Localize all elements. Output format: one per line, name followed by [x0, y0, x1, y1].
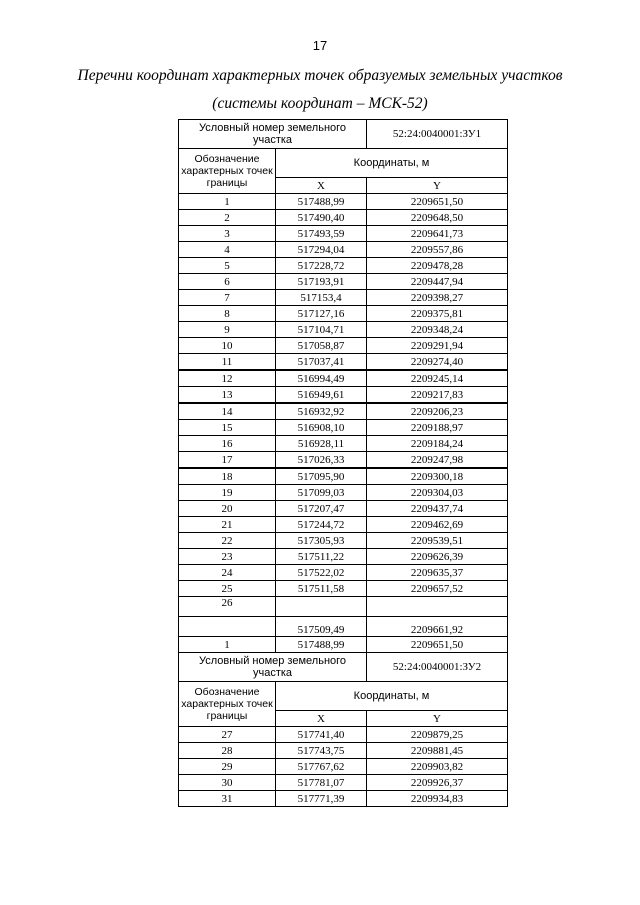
- table-row: [179, 322, 508, 338]
- y-coordinate: 2209661,92: [367, 617, 508, 637]
- table-row: [179, 290, 508, 306]
- y-coordinate: 2209348,24: [367, 322, 508, 338]
- point-number: 12: [179, 370, 276, 387]
- table-row: [179, 597, 508, 617]
- y-coordinate: 2209903,82: [367, 759, 508, 775]
- y-coordinate: 2209274,40: [367, 354, 508, 371]
- point-number: 23: [179, 549, 276, 565]
- point-number: 5: [179, 258, 276, 274]
- y-coordinate: 2209184,24: [367, 436, 508, 452]
- y-coordinate: 2209934,83: [367, 791, 508, 807]
- y-coordinate: 2209304,03: [367, 485, 508, 501]
- y-coordinate: 2209648,50: [367, 210, 508, 226]
- point-number: 15: [179, 420, 276, 436]
- document-title: Перечни координат характерных точек образуемых земельных участков: [77, 67, 563, 84]
- point-number: 9: [179, 322, 276, 338]
- y-header: Y: [367, 711, 508, 727]
- y-coordinate: 2209635,37: [367, 565, 508, 581]
- point-number: 26: [179, 597, 276, 617]
- x-header: X: [276, 711, 367, 727]
- x-coordinate: 516932,92: [276, 403, 367, 420]
- y-coordinate: 2209881,45: [367, 743, 508, 759]
- x-coordinate: 517743,75: [276, 743, 367, 759]
- x-coordinate: 517127,16: [276, 306, 367, 322]
- x-header: X: [276, 178, 367, 194]
- point-number: 4: [179, 242, 276, 258]
- point-number: 1: [179, 194, 276, 210]
- y-coordinate: 2209557,86: [367, 242, 508, 258]
- x-coordinate: 517511,22: [276, 549, 367, 565]
- y-coordinate: 2209539,51: [367, 533, 508, 549]
- point-number: 21: [179, 517, 276, 533]
- point-number: 6: [179, 274, 276, 290]
- parcel-number: 52:24:0040001:ЗУ1: [367, 120, 508, 149]
- y-coordinate: 2209641,73: [367, 226, 508, 242]
- point-number: [179, 617, 276, 637]
- x-coordinate: 517207,47: [276, 501, 367, 517]
- designation-header: Обозначение характерных точек границы: [179, 682, 276, 727]
- point-number: 22: [179, 533, 276, 549]
- table-row: [179, 306, 508, 322]
- point-number: 8: [179, 306, 276, 322]
- y-coordinate: 2209247,98: [367, 452, 508, 469]
- x-coordinate: 516928,11: [276, 436, 367, 452]
- x-coordinate: 516949,61: [276, 387, 367, 404]
- table-row: [179, 759, 508, 775]
- parcel-number: 52:24:0040001:ЗУ2: [367, 653, 508, 682]
- page-number: 17: [312, 38, 328, 53]
- parcel-label: Условный номер земельного участка: [179, 120, 367, 149]
- point-number: 24: [179, 565, 276, 581]
- x-coordinate: 517026,33: [276, 452, 367, 469]
- x-coordinate: 517228,72: [276, 258, 367, 274]
- table-row: [179, 549, 508, 565]
- point-number: 13: [179, 387, 276, 404]
- document-subtitle: (системы координат – МСК-52): [212, 95, 428, 112]
- x-coordinate: 517509,49: [276, 617, 367, 637]
- point-number: 30: [179, 775, 276, 791]
- x-coordinate: 517104,71: [276, 322, 367, 338]
- x-coordinate: 517095,90: [276, 468, 367, 485]
- y-coordinate: [367, 597, 508, 617]
- point-number: 20: [179, 501, 276, 517]
- column-header-row: [179, 149, 508, 178]
- point-number: 3: [179, 226, 276, 242]
- point-number: 31: [179, 791, 276, 807]
- table-row: [179, 274, 508, 290]
- y-coordinate: 2209447,94: [367, 274, 508, 290]
- point-number: 29: [179, 759, 276, 775]
- y-coordinate: 2209657,52: [367, 581, 508, 597]
- y-coordinate: 2209375,81: [367, 306, 508, 322]
- coordinates-table: [178, 119, 508, 807]
- y-coordinate: 2209398,27: [367, 290, 508, 306]
- x-coordinate: 517488,99: [276, 194, 367, 210]
- parcel-label: Условный номер земельного участка: [179, 653, 367, 682]
- x-coordinate: 517522,02: [276, 565, 367, 581]
- point-number: 10: [179, 338, 276, 354]
- parcel-number-row: [179, 120, 508, 149]
- point-number: 1: [179, 637, 276, 653]
- x-coordinate: [276, 597, 367, 617]
- point-number: 27: [179, 727, 276, 743]
- table-row: [179, 452, 508, 469]
- table-row: [179, 194, 508, 210]
- table-row: [179, 637, 508, 653]
- x-coordinate: 516994,49: [276, 370, 367, 387]
- y-header: Y: [367, 178, 508, 194]
- point-number: 25: [179, 581, 276, 597]
- y-coordinate: 2209300,18: [367, 468, 508, 485]
- point-number: 2: [179, 210, 276, 226]
- y-coordinate: 2209217,83: [367, 387, 508, 404]
- y-coordinate: 2209879,25: [367, 727, 508, 743]
- x-coordinate: 517488,99: [276, 637, 367, 653]
- point-number: 19: [179, 485, 276, 501]
- y-coordinate: 2209206,23: [367, 403, 508, 420]
- x-coordinate: 517741,40: [276, 727, 367, 743]
- y-coordinate: 2209245,14: [367, 370, 508, 387]
- x-coordinate: 517490,40: [276, 210, 367, 226]
- table-row: [179, 403, 508, 420]
- y-coordinate: 2209651,50: [367, 194, 508, 210]
- table-row: [179, 775, 508, 791]
- table-row: [179, 617, 508, 637]
- table-row: [179, 501, 508, 517]
- table-row: [179, 485, 508, 501]
- table-row: [179, 370, 508, 387]
- x-coordinate: 517305,93: [276, 533, 367, 549]
- point-number: 7: [179, 290, 276, 306]
- table-row: [179, 226, 508, 242]
- column-header-row: [179, 682, 508, 711]
- x-coordinate: 517058,87: [276, 338, 367, 354]
- point-number: 14: [179, 403, 276, 420]
- table-row: [179, 258, 508, 274]
- x-coordinate: 517037,41: [276, 354, 367, 371]
- table-row: [179, 387, 508, 404]
- table-row: [179, 533, 508, 549]
- table-row: [179, 581, 508, 597]
- x-coordinate: 517099,03: [276, 485, 367, 501]
- table-row: [179, 420, 508, 436]
- y-coordinate: 2209291,94: [367, 338, 508, 354]
- y-coordinate: 2209462,69: [367, 517, 508, 533]
- point-number: 18: [179, 468, 276, 485]
- point-number: 11: [179, 354, 276, 371]
- x-coordinate: 516908,10: [276, 420, 367, 436]
- y-coordinate: 2209188,97: [367, 420, 508, 436]
- x-coordinate: 517193,91: [276, 274, 367, 290]
- table-row: [179, 354, 508, 371]
- point-number: 17: [179, 452, 276, 469]
- x-coordinate: 517294,04: [276, 242, 367, 258]
- point-number: 28: [179, 743, 276, 759]
- table-row: [179, 242, 508, 258]
- y-coordinate: 2209478,28: [367, 258, 508, 274]
- x-coordinate: 517153,4: [276, 290, 367, 306]
- table-row: [179, 565, 508, 581]
- table-row: [179, 791, 508, 807]
- y-coordinate: 2209926,37: [367, 775, 508, 791]
- table-row: [179, 210, 508, 226]
- coordinates-header: Координаты, м: [276, 149, 508, 178]
- table-row: [179, 436, 508, 452]
- coordinates-table-body: [179, 120, 508, 807]
- x-coordinate: 517244,72: [276, 517, 367, 533]
- x-coordinate: 517781,07: [276, 775, 367, 791]
- table-row: [179, 517, 508, 533]
- y-coordinate: 2209626,39: [367, 549, 508, 565]
- point-number: 16: [179, 436, 276, 452]
- x-coordinate: 517767,62: [276, 759, 367, 775]
- x-coordinate: 517511,58: [276, 581, 367, 597]
- x-coordinate: 517771,39: [276, 791, 367, 807]
- x-coordinate: 517493,59: [276, 226, 367, 242]
- table-row: [179, 468, 508, 485]
- y-coordinate: 2209651,50: [367, 637, 508, 653]
- table-row: [179, 743, 508, 759]
- parcel-number-row: [179, 653, 508, 682]
- designation-header: Обозначение характерных точек границы: [179, 149, 276, 194]
- coordinates-header: Координаты, м: [276, 682, 508, 711]
- y-coordinate: 2209437,74: [367, 501, 508, 517]
- table-row: [179, 338, 508, 354]
- table-row: [179, 727, 508, 743]
